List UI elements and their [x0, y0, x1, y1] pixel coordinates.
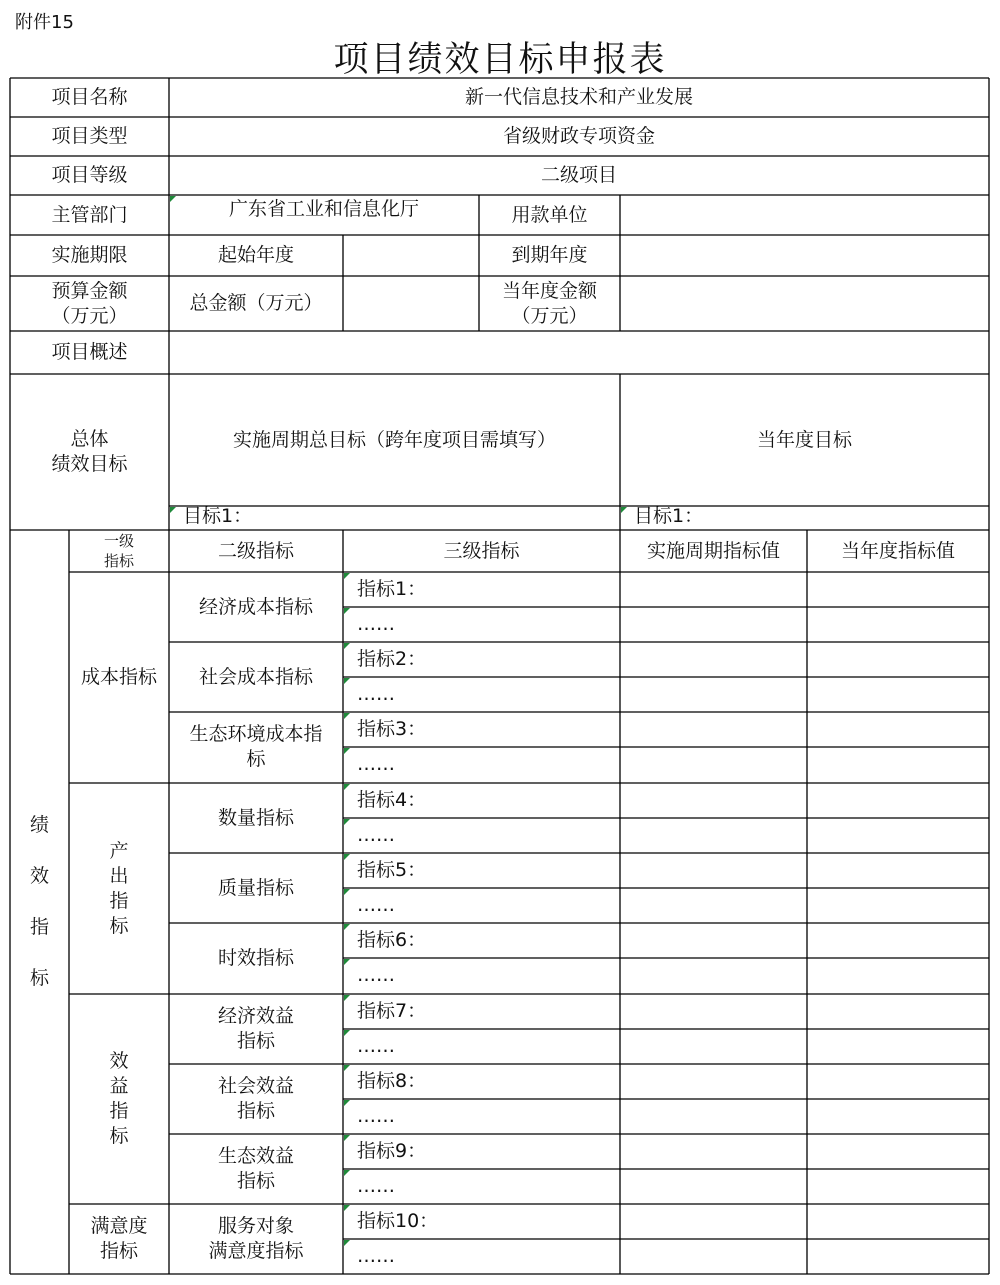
level3-indicator-more[interactable]: ……: [357, 894, 395, 916]
end-year-label: 到期年度: [511, 244, 588, 266]
level3-indicator-more[interactable]: ……: [357, 683, 395, 705]
level2-indicator-line: 社会成本指标: [198, 665, 313, 688]
cell-corner-marker: [344, 854, 350, 860]
level3-indicator[interactable]: 指标2：: [357, 648, 427, 670]
overall-goal-label-line2: 绩效目标: [51, 453, 128, 475]
cell-corner-marker: [344, 678, 350, 684]
project-level-value[interactable]: 二级项目: [540, 164, 617, 186]
level1-output: [69, 783, 169, 994]
indicator-period-value-cell[interactable]: [620, 1134, 807, 1169]
indicator-year-value-cell[interactable]: [807, 1029, 989, 1064]
indicator-year-value-cell[interactable]: [807, 747, 989, 782]
level1-satisfaction-line: 指标: [99, 1240, 138, 1262]
period-goal-value[interactable]: 目标1：: [183, 505, 253, 527]
indicator-period-value-cell[interactable]: [620, 1064, 807, 1099]
indicator-year-value-cell[interactable]: [807, 923, 989, 958]
level2-indicator-line: 标: [246, 748, 266, 770]
level3-indicator-more[interactable]: ……: [357, 1175, 395, 1197]
level3-indicator[interactable]: 指标5：: [357, 859, 427, 881]
level2-indicator-line: 指标: [236, 1100, 275, 1122]
level3-indicator[interactable]: 指标1：: [357, 578, 427, 600]
indicator-period-value-cell[interactable]: [620, 994, 807, 1029]
level2-indicator-line: 指标: [236, 1170, 275, 1192]
indicator-year-value-cell[interactable]: [807, 607, 989, 642]
indicator-year-value-cell[interactable]: [807, 572, 989, 607]
cell-corner-marker: [344, 959, 350, 965]
cell-corner-marker: [344, 608, 350, 614]
cell-corner-marker: [344, 1030, 350, 1036]
level2-indicator: [169, 853, 343, 923]
level3-indicator[interactable]: 指标3：: [357, 718, 427, 740]
level3-indicator-more[interactable]: ……: [357, 753, 395, 775]
cell-corner-marker: [344, 748, 350, 754]
col-header-level2: 二级指标: [217, 539, 294, 562]
indicator-year-value-cell[interactable]: [807, 783, 989, 818]
indicator-period-value-cell[interactable]: [620, 747, 807, 782]
overall-goal-label: [10, 374, 169, 530]
level2-indicator: [169, 783, 343, 853]
current-amount-label-line1: 当年度金额: [501, 279, 597, 302]
col-header-period-value: 实施周期指标值: [646, 539, 780, 562]
start-year-label: 起始年度: [217, 244, 294, 266]
level2-indicator-line: 指标: [236, 1030, 275, 1052]
indicator-period-value-cell[interactable]: [620, 923, 807, 958]
total-amount-label: 总金额（万元）: [189, 292, 323, 314]
budget-label-line2: （万元）: [51, 304, 128, 327]
cell-corner-marker: [621, 507, 627, 513]
level2-indicator: [169, 1064, 343, 1134]
indicator-year-value-cell[interactable]: [807, 1064, 989, 1099]
level3-indicator[interactable]: 指标9：: [357, 1140, 427, 1162]
level3-indicator-more[interactable]: ……: [357, 964, 395, 986]
level2-indicator-line: 服务对象: [217, 1215, 294, 1237]
indicator-period-value-cell[interactable]: [620, 888, 807, 923]
indicator-year-value-cell[interactable]: [807, 677, 989, 712]
year-goal-header: 当年度目标: [756, 428, 852, 451]
indicator-year-value-cell[interactable]: [807, 818, 989, 853]
cell-corner-marker: [344, 1135, 350, 1141]
cell-corner-marker: [170, 507, 176, 513]
level3-indicator[interactable]: 指标8：: [357, 1070, 427, 1092]
level2-indicator-line: 时效指标: [217, 946, 294, 969]
indicator-year-value-cell[interactable]: [807, 712, 989, 747]
level2-indicator-line: 经济成本指标: [198, 595, 313, 618]
level3-indicator-more[interactable]: ……: [357, 613, 395, 635]
start-year-value[interactable]: [343, 235, 479, 276]
cell-corner-marker: [344, 713, 350, 719]
level1-cost-text: 成本指标: [80, 666, 157, 688]
indicator-period-value-cell[interactable]: [620, 607, 807, 642]
level3-indicator-more[interactable]: ……: [357, 824, 395, 846]
indicator-period-value-cell[interactable]: [620, 712, 807, 747]
level1-cost: [69, 572, 169, 783]
indicator-year-value-cell[interactable]: [807, 1099, 989, 1134]
total-amount-value[interactable]: [343, 276, 479, 331]
indicator-period-value-cell[interactable]: [620, 1239, 807, 1274]
project-type-label: 项目类型: [51, 125, 128, 147]
level2-indicator: [169, 1204, 343, 1274]
budget-label: [10, 276, 169, 331]
level1-satisfaction: [69, 1204, 169, 1274]
project-name-label: 项目名称: [51, 86, 128, 108]
project-type-value[interactable]: 省级财政专项资金: [502, 125, 655, 147]
dept-value[interactable]: 广东省工业和信息化厅: [228, 197, 419, 220]
cell-corner-marker: [344, 924, 350, 930]
level1-output-char: 出: [109, 864, 129, 887]
cell-corner-marker: [344, 643, 350, 649]
level2-indicator: [169, 994, 343, 1064]
level2-indicator: [169, 1134, 343, 1204]
level2-indicator-line: 经济效益: [217, 1005, 294, 1027]
level1-output-char: 指: [109, 889, 129, 912]
level1-benefit-char: 标: [109, 1125, 129, 1147]
cell-corner-marker: [344, 889, 350, 895]
dept-label: 主管部门: [51, 203, 128, 226]
level2-indicator-line: 质量指标: [217, 876, 294, 899]
level2-indicator-line: 数量指标: [217, 806, 294, 829]
level3-indicator[interactable]: 指标4：: [357, 789, 427, 811]
cell-corner-marker: [344, 1065, 350, 1071]
level1-benefit-char: 指: [109, 1100, 129, 1122]
level3-indicator[interactable]: 指标6：: [357, 929, 427, 951]
level2-indicator-line: 生态效益: [217, 1145, 294, 1167]
overview-label: 项目概述: [51, 341, 128, 363]
project-level-label: 项目等级: [51, 164, 128, 186]
side-char-4: 标: [29, 967, 49, 989]
project-name-value[interactable]: 新一代信息技术和产业发展: [464, 86, 693, 108]
indicator-period-value-cell[interactable]: [620, 1029, 807, 1064]
cell-corner-marker: [344, 1205, 350, 1211]
indicator-year-value-cell[interactable]: [807, 1169, 989, 1204]
cell-corner-marker: [170, 196, 176, 202]
indicator-period-value-cell[interactable]: [620, 1204, 807, 1239]
indicator-year-value-cell[interactable]: [807, 853, 989, 888]
period-goal-header: 实施周期总目标（跨年度项目需填写）: [232, 428, 556, 451]
indicator-year-value-cell[interactable]: [807, 1239, 989, 1274]
cell-corner-marker: [344, 819, 350, 825]
col-header-level1-line2: 指标: [103, 552, 134, 570]
side-char-2: 效: [29, 865, 49, 887]
level3-indicator[interactable]: 指标7：: [357, 1000, 427, 1022]
cell-corner-marker: [344, 1100, 350, 1106]
cell-corner-marker: [344, 784, 350, 790]
indicator-year-value-cell[interactable]: [807, 888, 989, 923]
current-amount-label-line2: （万元）: [511, 304, 588, 327]
level2-indicator: [169, 572, 343, 642]
level2-indicator: [169, 923, 343, 993]
indicator-period-value-cell[interactable]: [620, 642, 807, 677]
side-char-3: 指: [29, 916, 49, 938]
level1-output-char: 标: [109, 914, 129, 937]
page-title: 项目绩效目标申报表: [333, 40, 667, 80]
cell-corner-marker: [344, 1240, 350, 1246]
overall-goal-label-line1: 总体: [70, 428, 109, 450]
cell-corner-marker: [344, 1170, 350, 1176]
level3-indicator-more[interactable]: ……: [357, 1245, 395, 1267]
overview-value[interactable]: [169, 331, 989, 374]
col-header-level1: [69, 530, 169, 572]
indicator-period-value-cell[interactable]: [620, 1169, 807, 1204]
indicator-period-value-cell[interactable]: [620, 958, 807, 993]
level2-indicator-line: 社会效益: [217, 1075, 294, 1097]
annex-number: 附件15: [15, 12, 74, 33]
end-year-value[interactable]: [620, 235, 989, 276]
level1-benefit-char: 效: [109, 1050, 129, 1072]
indicator-period-value-cell[interactable]: [620, 572, 807, 607]
level1-satisfaction-line: 满意度: [90, 1215, 148, 1237]
level3-indicator[interactable]: 指标10：: [357, 1210, 439, 1232]
side-char-1: 绩: [29, 814, 49, 836]
level2-indicator-line: 满意度指标: [208, 1240, 304, 1262]
col-header-level3: 三级指标: [443, 539, 520, 562]
level2-indicator-line: 生态环境成本指: [189, 723, 323, 745]
period-label: 实施期限: [51, 244, 128, 266]
level3-indicator-more[interactable]: ……: [357, 1035, 395, 1057]
indicator-period-value-cell[interactable]: [620, 818, 807, 853]
indicator-period-value-cell[interactable]: [620, 853, 807, 888]
cell-corner-marker: [344, 995, 350, 1001]
level2-indicator: [169, 642, 343, 712]
indicators-side-label: [10, 530, 69, 1274]
level3-indicator-more[interactable]: ……: [357, 1105, 395, 1127]
indicator-period-value-cell[interactable]: [620, 677, 807, 712]
level2-indicator: [169, 712, 343, 782]
level1-benefit-char: 益: [109, 1075, 129, 1097]
indicator-year-value-cell[interactable]: [807, 642, 989, 677]
indicator-year-value-cell[interactable]: [807, 1134, 989, 1169]
indicator-year-value-cell[interactable]: [807, 958, 989, 993]
col-header-level1-line1: 一级: [103, 532, 134, 550]
indicator-year-value-cell[interactable]: [807, 1204, 989, 1239]
cell-corner-marker: [344, 573, 350, 579]
user-unit-label: 用款单位: [511, 203, 588, 226]
year-goal-value[interactable]: 目标1：: [634, 505, 704, 527]
current-amount-value[interactable]: [620, 276, 989, 331]
current-amount-label: [479, 276, 620, 331]
user-unit-value[interactable]: [620, 195, 989, 235]
col-header-year-value: 当年度指标值: [840, 539, 955, 562]
indicator-period-value-cell[interactable]: [620, 783, 807, 818]
level1-benefit: [69, 994, 169, 1204]
indicator-period-value-cell[interactable]: [620, 1099, 807, 1134]
level1-output-char: 产: [109, 839, 129, 862]
budget-label-line1: 预算金额: [51, 279, 128, 302]
indicator-year-value-cell[interactable]: [807, 994, 989, 1029]
